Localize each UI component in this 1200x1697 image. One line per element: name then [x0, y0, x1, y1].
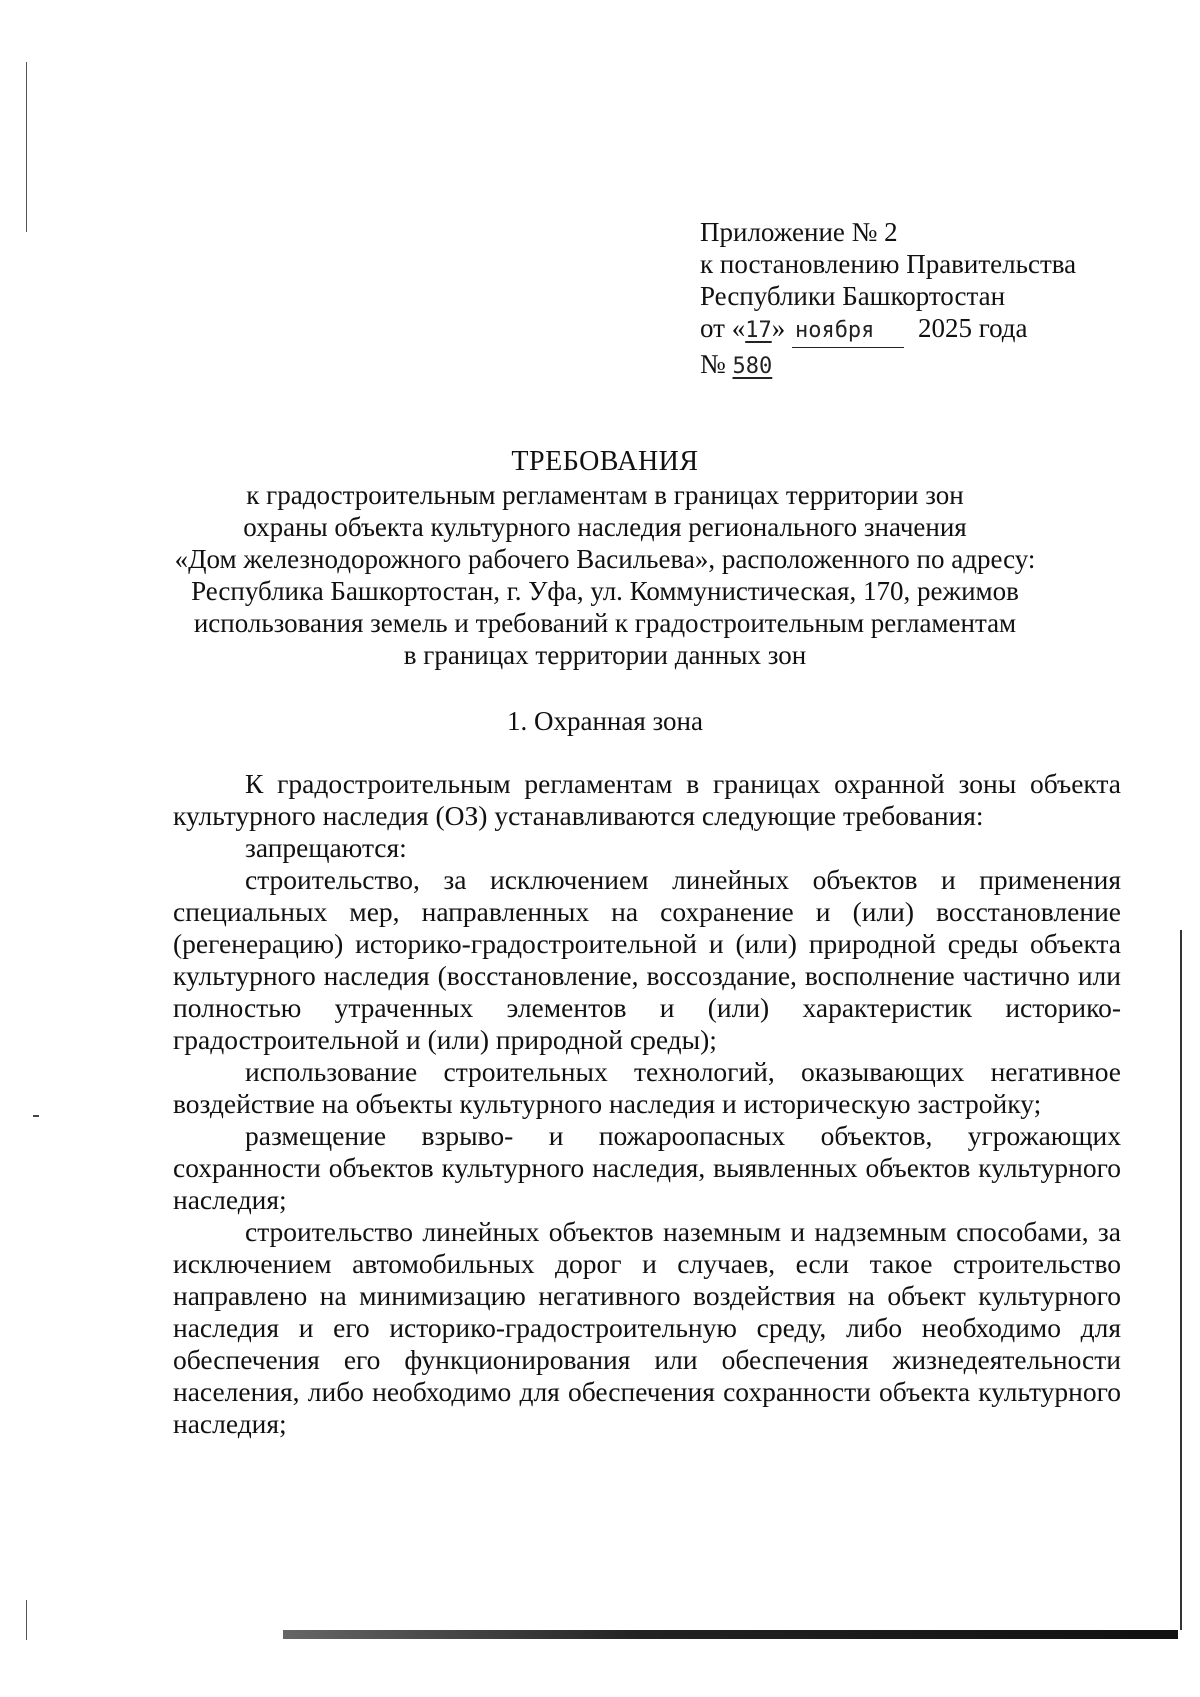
requirement-item: размещение взрыво- и пожароопасных объектов, угрожающих сохранности объектов культурного наследия, выявленных объектов культурного наследия; [173, 1120, 1121, 1215]
date-day: 17 [745, 318, 772, 343]
appendix-resolution-ref: к постановлению Правительства [700, 249, 1077, 279]
title-line: использования земель и требований к градостроительным регламентам [193, 608, 1017, 638]
number-prefix: № [700, 349, 733, 379]
requirement-item: строительство, за исключением линейных объектов и применения специальных мер, направленных на сохранение и (или) восстановление (регенерацию) историко-градостроительной и (или) природной среды объекта культурного наследия (восстановление, воссоздание, восполнение частично или полностью утраченных элементов и (или) характеристик историко-градостроительной и (или) природной среды); [173, 864, 1121, 1055]
number-value: 580 [732, 354, 773, 379]
scan-bottom-rule [283, 1630, 1178, 1639]
title-line: в границах территории данных зон [403, 640, 807, 670]
title-main: ТРЕБОВАНИЯ [511, 446, 699, 477]
scan-edge-mark [1180, 930, 1182, 1630]
intro-paragraph: К градостроительным регламентам в границах охранной зоны объекта культурного наследия (ОЗ) устанавливаются следующие требования: [173, 768, 1121, 831]
section-heading: 1. Охранная зона [507, 706, 703, 736]
scan-speck [33, 1115, 39, 1117]
prohibited-label: запрещаются: [245, 832, 407, 863]
date-month-field [792, 312, 904, 348]
title-line: «Дом железнодорожного рабочего Васильева», расположенного по адресу: [174, 544, 1036, 574]
requirement-item: строительство линейных объектов наземным и надземным способами, за исключением автомобильных дорог и случаев, если такое строительство направлено на минимизацию негативного воздействия на объект культурного наследия и его историко-градостроительную среду, либо необходимо для обеспечения его функционирования или обеспечения жизнедеятельности населения, либо необходимо для обеспечения сохранности объекта культурного наследия; [173, 1216, 1121, 1439]
appendix-reference [700, 216, 1076, 383]
scan-edge-mark [26, 62, 27, 232]
appendix-number: Приложение № 2 [700, 217, 898, 247]
date-year: 2025 года [917, 313, 1028, 343]
title-line: к градостроительным регламентам в границах территории зон [246, 480, 964, 510]
appendix-government: Республики Башкортостан [700, 281, 1006, 311]
requirement-item: использование строительных технологий, оказывающих негативное воздействие на объекты культурного наследия и историческую застройку; [173, 1056, 1121, 1119]
title-line: охраны объекта культурного наследия регионального значения [243, 512, 967, 542]
document-title [150, 446, 1060, 671]
date-mid: » [771, 313, 792, 343]
title-line: Республика Башкортостан, г. Уфа, ул. Коммунистическая, 170, режимов [191, 576, 1019, 606]
document-body [173, 768, 1121, 1440]
appendix-date [700, 312, 1076, 348]
date-month: ноября [794, 318, 875, 343]
scan-edge-mark [26, 1600, 27, 1640]
date-prefix: от « [700, 313, 746, 343]
appendix-doc-number [700, 348, 1076, 383]
